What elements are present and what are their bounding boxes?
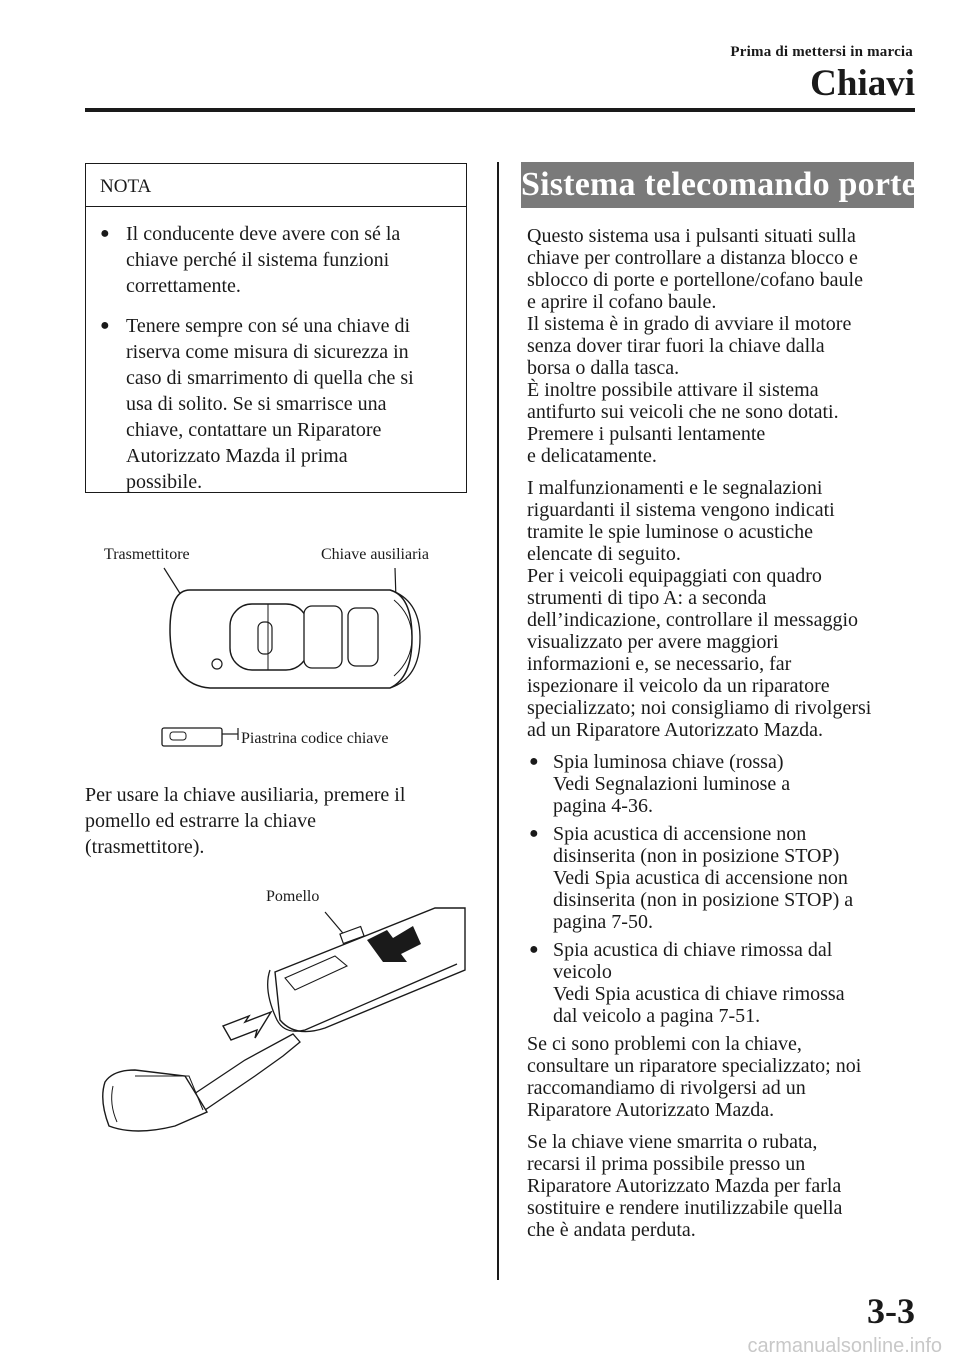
bullet-icon: ●: [100, 317, 110, 334]
paragraph-problems: Se ci sono problemi con la chiave, consultare un riparatore specializzato; noi raccomandiamo di rivolgersi ad un Riparatore Autorizzato Mazda.: [527, 1033, 862, 1121]
note-heading: NOTA: [86, 164, 466, 207]
note-box: [85, 163, 467, 493]
paragraph-malfunctions: I malfunzionamenti e le segnalazioni riguardanti il sistema vengono indicati tramite le spie luminose o acustiche elencate di seguito. Per i veicoli equipaggiati con quadro strumenti di tipo A: a seconda dell’indicazione, controllare il messaggio visualizzato per avere maggiori informazioni e, se necessario, far ispezionare il veicolo da un riparatore specializzato; noi consigliamo di rivolgersi ad un Riparatore Autorizzato Mazda.: [527, 477, 872, 741]
bullet-icon: ●: [529, 941, 539, 958]
list-item: ● Spia acustica di chiave rimossa dal veicolo Vedi Spia acustica di chiave rimossa dal veicolo a pagina 7-51.: [529, 939, 845, 1027]
watermark: carmanualsonline.info: [747, 1335, 942, 1357]
chapter-title: Chiavi: [810, 63, 915, 104]
aux-key-instructions: Per usare la chiave ausiliaria, premere il pomello ed estrarre la chiave (trasmettitore).: [85, 784, 406, 858]
page-number: 3-3: [867, 1291, 915, 1331]
note-item: ● Tenere sempre con sé una chiave di riserva come misura di sicurezza in caso di smarrimento di quella che si usa di solito. Se si smarrisce una chiave, contattare un Riparatore Autorizzato Mazda il prima possibile.: [100, 315, 414, 493]
column-divider: [497, 162, 499, 1280]
aux-key-removal-illustration: [95, 900, 470, 1140]
running-header-subtitle: Prima di mettersi in marcia: [730, 44, 913, 60]
label-knob: Pomello: [266, 888, 320, 905]
header-rule: [85, 108, 915, 112]
bullet-icon: ●: [529, 825, 539, 842]
paragraph-lost-key: Se la chiave viene smarrita o rubata, recarsi il prima possibile presso un Riparatore Autorizzato Mazda per farla sostituire e rendere inutilizzabile quella che è andata perduta.: [527, 1131, 843, 1241]
list-item: ● Spia luminosa chiave (rossa) Vedi Segnalazioni luminose a pagina 4-36.: [529, 751, 791, 817]
section-title: Sistema telecomando porte: [521, 162, 914, 208]
label-code-plate: Piastrina codice chiave: [241, 730, 389, 747]
label-aux-key: Chiave ausiliaria: [321, 546, 429, 563]
bullet-icon: ●: [529, 753, 539, 770]
note-item: ● Il conducente deve avere con sé la chiave perché il sistema funzioni correttamente.: [100, 223, 401, 297]
note-list: [86, 207, 466, 495]
label-transmitter: Trasmettitore: [104, 546, 190, 563]
paragraph-intro: Questo sistema usa i pulsanti situati sulla chiave per controllare a distanza blocco e sblocco di porte e portellone/cofano baule e aprire il cofano baule. Il sistema è in grado di avviare il motore senza dover tirar fuori la chiave dalla borsa o dalla tasca. È inoltre possibile attivare il sistema antifurto sui veicoli che ne sono dotati. Premere i pulsanti lentamente e delicatamente.: [527, 225, 863, 467]
warning-list: [527, 751, 917, 1027]
list-item: ● Spia acustica di accensione non disinserita (non in posizione STOP) Vedi Spia acustica di accensione non disinserita (non in posizione STOP) a pagina 7-50.: [529, 823, 854, 933]
section-body: [527, 225, 917, 1251]
bullet-icon: ●: [100, 225, 110, 242]
